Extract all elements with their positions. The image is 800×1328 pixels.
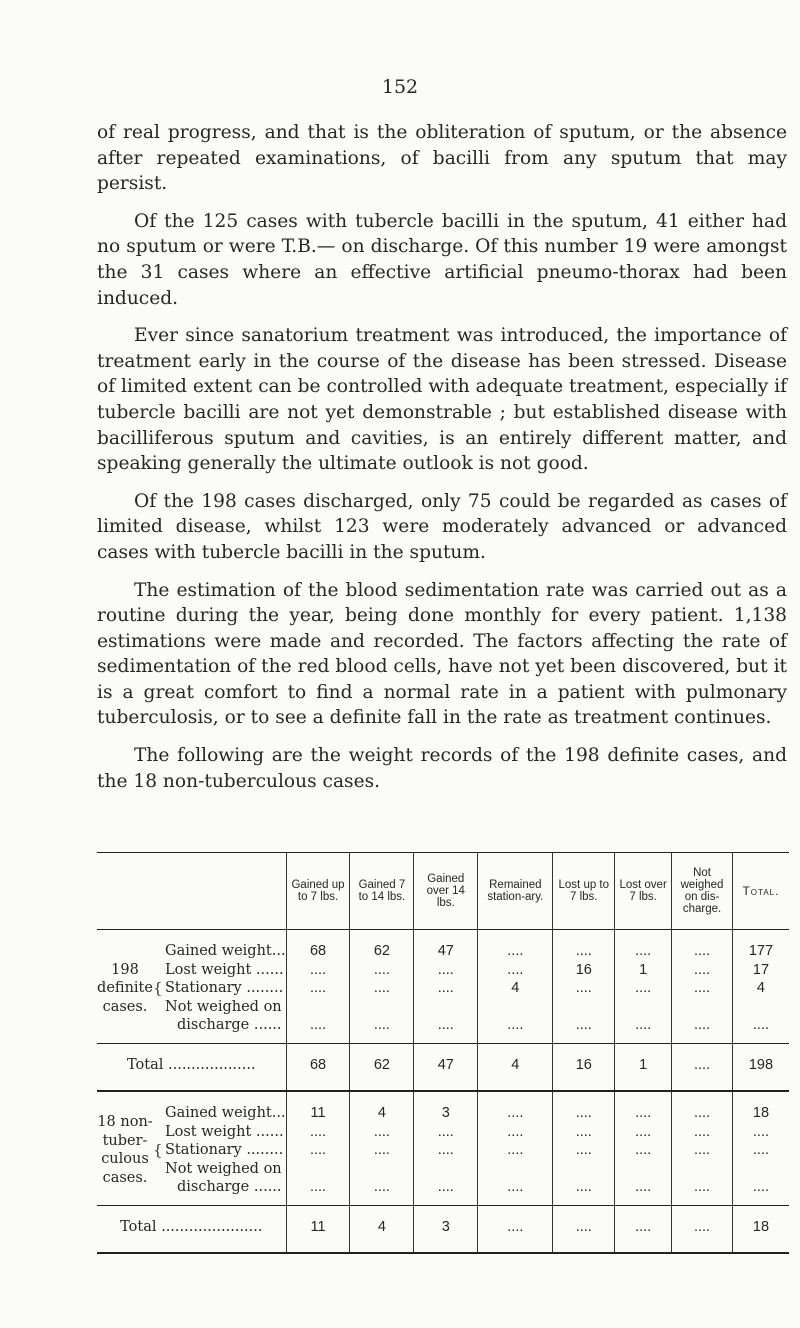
table-cell: 1 [615,1043,672,1091]
group-label: 198 definite cases. [97,961,153,1015]
table-cell: 198 [732,1043,789,1091]
paragraph: Of the 125 cases with tubercle bacilli in the sputum, 41 either had no sputum or were T.B.— on discharge. Of this number 19 were amongst the 31 cases where an effective artificial pneumo-thorax had been induced. [97,210,787,309]
table-cell: 62 .... .... .... [350,930,414,1044]
header-cell: Gained over 14 lbs. [414,853,478,930]
total-row [97,1205,789,1253]
table-cell: 47 .... .... .... [414,930,478,1044]
table-cell: 11 .... .... .... [286,1091,350,1205]
table-cell: .... 1 .... .... [615,930,672,1044]
table-cell: 4 .... .... .... [350,1091,414,1205]
row-labels: Gained weight... Lost weight ...... Stationary ........ Not weighed on discharge ...... [165,943,286,1033]
header-cell: Not weighed on dis-charge. [672,853,733,930]
header-cell: Gained up to 7 lbs. [286,853,350,930]
table-cell: 11 [286,1205,350,1253]
header-cell: Gained 7 to 14 lbs. [350,853,414,930]
total-label: Total ...................... [120,1218,263,1235]
row-stub [97,930,286,1044]
table-cell: 68 .... .... .... [286,930,350,1044]
paragraph: Ever since sanatorium treatment was introduced, the importance of treatment early in the course of the disease has been stressed. Disease of limited extent can be controlled with adequate treatment, especially if tubercle bacilli are not yet demonstrable ; but established disease with bacilliferous sputum and cavities, is an entirely different matter, and speaking generally the ultimate outlook is not good. [97,325,787,475]
group-label: 18 non- tuber- culous cases. [97,1114,153,1186]
table-cell: 3 [414,1205,478,1253]
paragraph: The estimation of the blood sedimentation rate was carried out as a routine during the year, being done monthly for every patient. 1,138 estimations were made and recorded. The factors affecting the rate of sedimentation of the red blood cells, have not yet been discovered, but it is a great comfort to find a normal rate in a patient with pulmonary tuberculosis, or to see a definite fall in the rate as treatment continues. [97,579,787,729]
table-cell: 68 [286,1043,350,1091]
table-cell: 4 [350,1205,414,1253]
brace-icon: { [153,979,163,997]
header-cell: Remained station-ary. [478,853,553,930]
table-cell: .... [478,1205,553,1253]
table-cell: 18 .... .... .... [732,1091,789,1205]
weight-records-table [97,852,789,1254]
table-cell: 47 [414,1043,478,1091]
header-corner [97,853,286,930]
paragraph: Of the 198 cases discharged, only 75 could be regarded as cases of limited disease, whilst 123 were moderately advanced or advanced cases with tubercle bacilli in the sputum. [97,490,787,563]
paragraph: of real progress, and that is the obliteration of sputum, or the absence after repeated examinations, of bacilli from any sputum that may persist. [97,122,787,195]
row-labels: Gained weight... Lost weight ...... Stationary ........ Not weighed on discharge ...... [165,1105,286,1195]
table-cell: .... [553,1205,615,1253]
table-cell: .... .... .... .... [672,1091,733,1205]
table-cell: 18 [732,1205,789,1253]
paragraph: The following are the weight records of the 198 definite cases, and the 18 non-tuberculous cases. [97,745,787,792]
body-text [97,120,787,806]
table-header-row [97,853,789,930]
table-cell: .... [672,1043,733,1091]
table-cell: .... .... .... .... [615,1091,672,1205]
table-cell: .... [615,1205,672,1253]
page-number: 152 [381,76,419,98]
table-cell: .... .... .... .... [478,1091,553,1205]
table-cell: .... [672,1205,733,1253]
table-cell: .... .... .... .... [553,1091,615,1205]
row-stub [97,1091,286,1205]
header-cell: Total. [732,853,789,930]
table-cell: 62 [350,1043,414,1091]
table-row [97,1091,789,1205]
table-cell: .... 16 .... .... [553,930,615,1044]
table-cell: .... .... 4 .... [478,930,553,1044]
table-cell: 177 17 4 .... [732,930,789,1044]
table-cell: 16 [553,1043,615,1091]
table-cell: .... .... .... .... [672,930,733,1044]
table-cell: 4 [478,1043,553,1091]
header-cell: Lost over 7 lbs. [615,853,672,930]
table-row [97,930,789,1044]
total-label: Total ................... [127,1056,256,1073]
table-cell: 3 .... .... .... [414,1091,478,1205]
brace-icon: { [153,1141,163,1159]
total-row [97,1043,789,1091]
header-cell: Lost up to 7 lbs. [553,853,615,930]
